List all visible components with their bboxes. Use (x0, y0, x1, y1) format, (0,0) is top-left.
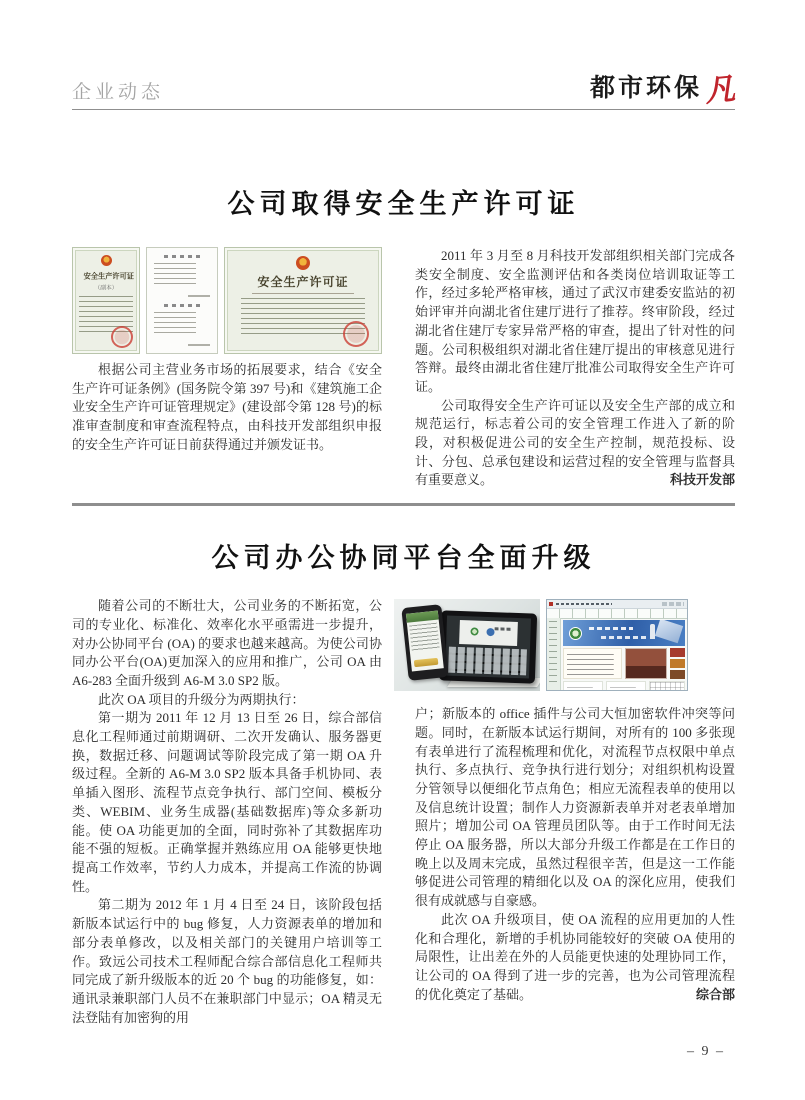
text-lines-placeholder (164, 304, 200, 307)
article2-title: 公司办公协同平台全面升级 (211, 543, 596, 574)
national-emblem-icon (101, 255, 112, 266)
banner-figure-shape (650, 624, 655, 639)
phone-app-header (406, 611, 439, 623)
certificate-front-image (72, 247, 140, 354)
tablet-login-panel (460, 620, 518, 646)
section-divider (72, 503, 735, 506)
paragraph: 此次 OA 项目的升级分为两期执行： (98, 691, 305, 707)
paragraph (415, 911, 735, 1005)
certificate-inside-pages-image (146, 247, 218, 354)
banner-diamond-shape (655, 620, 683, 643)
thumbnail-image (670, 659, 685, 668)
text-lines-placeholder (154, 263, 196, 288)
red-seal-icon (343, 321, 369, 347)
text-lines-placeholder (188, 344, 210, 346)
window-buttons-icon (662, 602, 684, 606)
mobile-devices-photo (394, 599, 540, 691)
smartphone-image (401, 604, 448, 681)
tablet-screen (445, 616, 531, 679)
certificate-page-block (154, 255, 210, 297)
paragraph (415, 397, 735, 491)
thumbnail-image (670, 670, 685, 679)
thumbnail-image (670, 648, 685, 657)
article1-title: 公司取得安全生产许可证 (227, 189, 580, 219)
text-lines-placeholder (556, 603, 612, 605)
byline-general-dept: 综合部 (695, 986, 735, 1002)
article1-left-column (72, 247, 382, 490)
portal-logo-icon (549, 602, 553, 606)
tablet-image (439, 610, 537, 683)
paragraph-text: 此次 OA 升级项目，使 OA 流程的应用更加的人性化和合理化，新增的手机协同能较好的突破 OA 使用的局限性，让出差在外的人员能更快速的处理协同工作，让公司的 OA 得到了进一步的完善，也为公司管理流程的优化奠定了基础。 (415, 911, 735, 1002)
article2-left-column (72, 597, 382, 1027)
phone-screen (406, 611, 444, 672)
page-header (72, 0, 737, 109)
panel-placeholder (563, 681, 603, 691)
article1-right-column (415, 247, 735, 490)
mini-calendar (649, 681, 685, 691)
news-list-placeholder (563, 648, 622, 679)
text-lines-placeholder (164, 255, 200, 258)
brand-logo (589, 68, 737, 109)
byline-tech-dept: 科技开发部 (669, 472, 735, 488)
brand-seal-icon: 凡 (703, 72, 737, 109)
portal-sidebar (547, 618, 561, 690)
portal-main (561, 618, 687, 690)
banner-slogan-line (589, 627, 633, 630)
certificate-copy-label: （副本） (94, 284, 118, 291)
oa-portal-screenshot (546, 599, 688, 691)
portal-body (547, 618, 687, 690)
article2-columns (72, 597, 735, 1027)
portal-banner (563, 620, 685, 646)
article-safety-permit (72, 182, 735, 490)
paragraph: 第二期为 2012 年 1 月 4 日至 24 日，该阶段包括新版本试运行中的 bug 修复，人力资源表单的增加和部分表单修改，以及相关部门的关键用户培训等工作。致远公司技术工程师配合综合部信息化工程师共同完成了新升级版本的近 20 个 bug 的功能修复，如：通讯录兼职部门人员不在兼职部门中显示；OA 精灵无法登陆有加密狗的用 (72, 897, 382, 1025)
brand-title: 都市环保 (589, 74, 702, 102)
panel-placeholder (606, 681, 646, 691)
certificate-page-block (154, 304, 210, 346)
text-lines-placeholder (409, 623, 440, 652)
section-label: 企业动态 (72, 82, 165, 103)
phone-app-button (414, 658, 439, 667)
article2-right-column (415, 597, 735, 1027)
paragraph-text: 公司取得安全生产许可证以及安全生产部的成立和规范运行，标志着公司的安全管理工作进入了新的阶段，对积极促进公司的安全生产控制，规范投标、设计、分包、总承包建设和运营过程的安全管理与监督具有重要意义。 (415, 397, 735, 488)
paragraph: 2011 年 3 月至 8 月科技开发部组织相关部门完成各类安全制度、安全监测评估和各类岗位培训取证等工作，经过多轮严格审核，通过了武汉市建委安监站的初始评审并向湖北省住建厅进行了推荐。终审阶段，经过湖北省住建厅专家异常严格的审查，提出了针对性的问题。公司积极组织对湖北省住建厅提出的审核意见进行答辩。最终由湖北省住建厅批准公司取得安全生产许可证。 (415, 248, 735, 394)
app-logo-icon (486, 628, 494, 636)
certificate-title: 安全生产许可证 (257, 275, 349, 289)
text-lines-placeholder (154, 312, 196, 337)
divider-line (252, 293, 355, 294)
news-photo-placeholder (625, 648, 667, 679)
header-rule (72, 109, 735, 110)
thumbnail-column (670, 648, 685, 679)
portal-titlebar (547, 600, 687, 609)
paragraph: 随着公司的不断壮大，公司业务的不断拓宽，公司的专业化、标准化、效率化水平亟需进一步提升，对办公协同平台 (OA) 的要求也越来越高。为使公司协同办公平台(OA)更加深入的应用和推广，公司 OA 由 A6-283 全面升级到 A6-M 3.0 SP2 版。 (72, 598, 382, 688)
national-emblem-icon (296, 256, 310, 270)
paragraph: 根据公司主营业务市场的拓展要求，结合《安全生产许可证条例》(国务院令第 397 号)和《建筑施工企业安全生产许可证管理规定》(建设部令第 128 号)的标准审查制度和审查流程特点，由科技开发部组织申报的安全生产许可证日前获得通过并颁发证书。 (72, 362, 382, 452)
article1-columns (72, 247, 735, 490)
page-number: – 9 – (687, 1044, 725, 1059)
red-seal-icon (111, 326, 133, 348)
page-content (72, 0, 735, 1027)
certificate-title: 安全生产许可证 (83, 271, 135, 280)
paragraph: 户；新版本的 office 插件与公司大恒加密软件冲突等问题。同时，在新版本试运行期间，对所有的 100 多张现有表单进行了流程梳理和优化，对流程节点权限中单点执行、多点执行、竞争执行进行划分；对组织机构设置分管领导以便细化节点角色；相应无流程表单的使用以及信息统计设置；制作人力资源新表单并对老表单增加照片；增加公司 OA 管理员团队等。由于工作时间无法停止 OA 服务器，所以大部分升级工作都是在工作日的晚上以及周末完成，虽然过程很辛苦，但是这一工作能够促进公司管理的精细化以及 OA 的深化应用，使我们很有成就感与自豪感。 (415, 706, 735, 909)
text-lines-placeholder (188, 295, 210, 297)
portal-content-row (563, 648, 685, 679)
oa-logo-icon (470, 627, 478, 635)
article-oa-upgrade (72, 536, 735, 1027)
text-lines-placeholder (494, 628, 511, 632)
banner-slogan-line (601, 636, 649, 639)
onscreen-keyboard (448, 646, 528, 675)
certificate-large-image (224, 247, 382, 354)
paragraph: 第一期为 2011 年 12 月 13 日至 26 日，综合部信息化工程师通过前期调研、二次开发确认、服务器更换，数据迁移、问题调试等阶段完成了第一期 OA 升级过程。全新的 A6-M 3.0 SP2 版本具备手机协同、表单插入图形、流程节点竞争执行、部门空间、模板分类、WEBIM、业务生成器(基础数据库)等众多新功能。使 OA 功能更加的全面，同时弥补了其数据库功能不强的短板。正确掌握并熟练应用 OA 能够更快地提高工作效率，节约人力成本，并提高工作流的协调性。 (72, 710, 382, 894)
portal-content-row (563, 681, 685, 691)
company-logo-icon (569, 627, 582, 640)
oa-figure (394, 599, 735, 691)
certificates-figure (72, 247, 382, 354)
